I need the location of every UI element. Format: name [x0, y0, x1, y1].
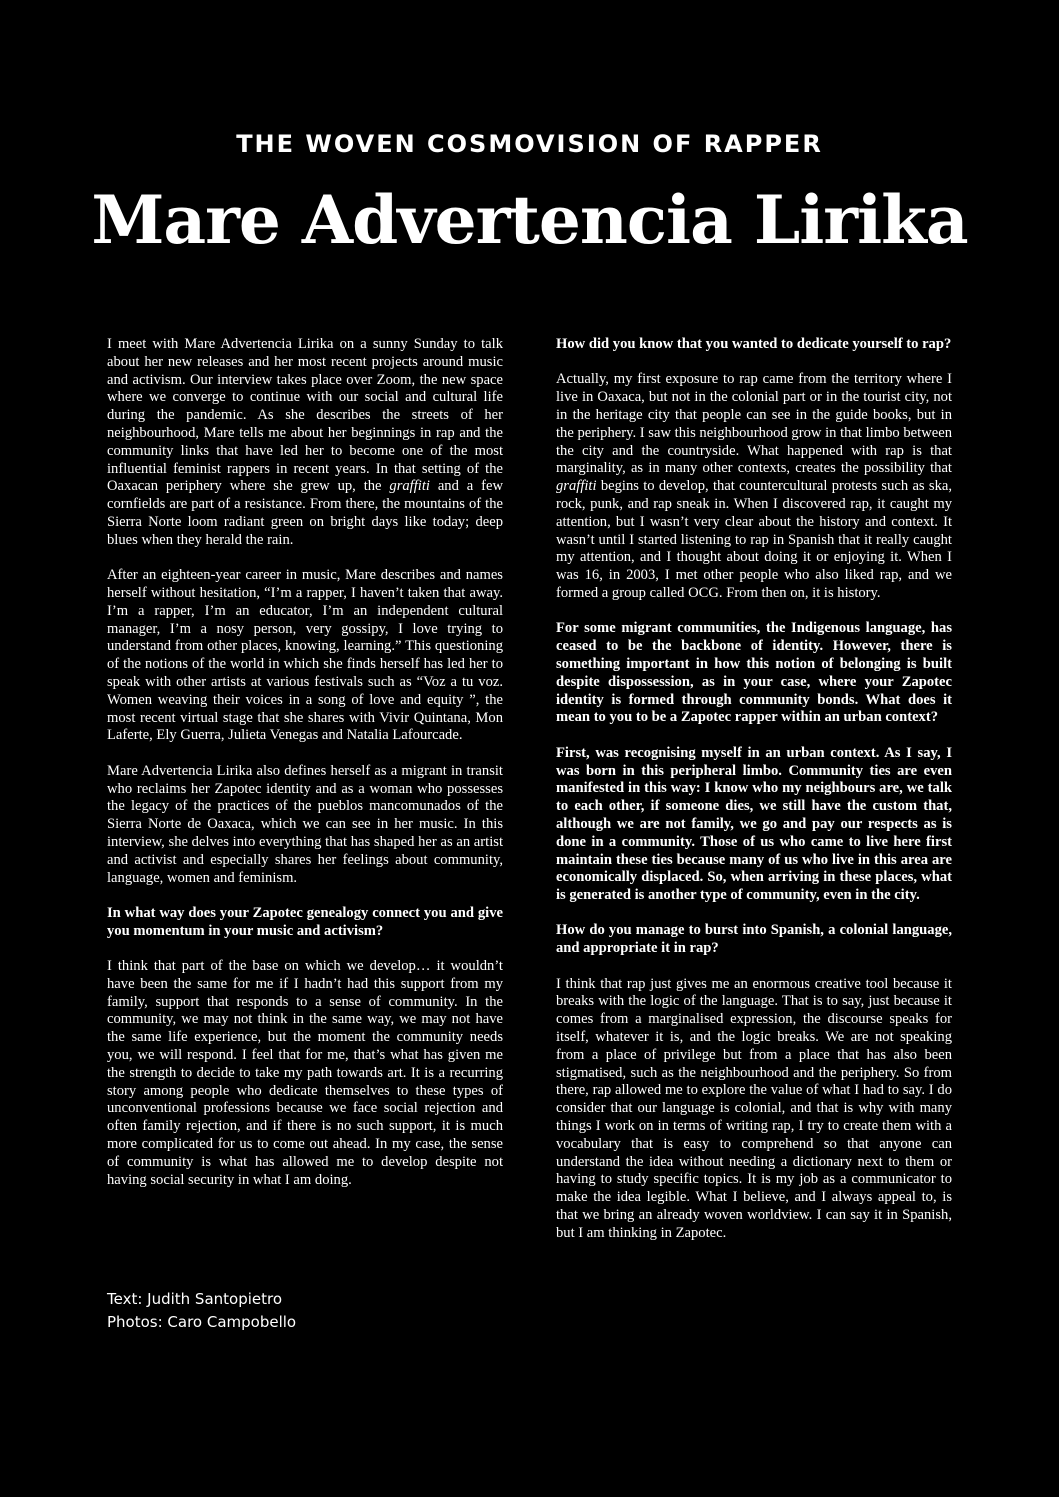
answer-zapotec-identity: First, was recognising myself in an urban context. As I say, I was born in this peripheral limbo. Community ties are even manifested in this way: I know who my neighbours are, we talk to each other, if someone dies, we still have the custom that, although we are not family, we go and pay our respects as is done in a community. Those of us who came to live here first maintain these ties because many of us who live in this area are economically displaced. So, when arriving in these places, what is generated is another type of community, even in the city. — [556, 744, 952, 904]
answer-spanish-language: I think that rap just gives me an enormous creative tool because it breaks with the logic of the language. That is to say, just because it comes from a marginalised expression, the discourse speaks for itself, whatever it is, and the logic breaks. We are not speaking from a place of privilege but from a place that has also been stigmatised, such as the neighbourhood and the periphery. So from there, rap allowed me to explore the value of what I had to say. I do consider that our language is colonial, and that is why with many things I work on in terms of writing rap, I try to create them with a vocabulary that is easy to comprehend so that anyone can understand the idea without needing a dictionary next to them or having to study specific topics. It is my job as a communicator to make the idea legible. What I believe, and I always appeal to, is that we bring an already woven worldview. I can say it in Spanish, but I am thinking in Zapotec. — [556, 975, 952, 1241]
left-column — [107, 336, 503, 1207]
question-spanish-language: How do you manage to burst into Spanish, a colonial language, and appropriate it in rap? — [556, 922, 952, 957]
answer-genealogy: I think that part of the base on which we develop… it wouldn’t have been the same for me if I hadn’t had this support from my family, support that responds to a sense of community. In the community, we may not think in the same way, we may not have the same life experience, but the moment the community needs you, we will respond. I feel that for me, that’s what has given me the strength to decide to take my path towards art. It is a recurring story among people who dedicate themselves to these types of unconventional professions because we face social rejection and often family rejection, and if there is no such support, it is much more complicated for us to come out ahead. In my case, the sense of community is what has allowed me to develop despite not having social security in what I am doing. — [107, 958, 503, 1188]
article-title: Mare Advertencia Lirika — [91, 181, 968, 259]
identity-paragraph: Mare Advertencia Lirika also defines herself as a migrant in transit who reclaims her Zapotec identity and as a woman who possesses the legacy of the practices of the pueblos mancomunados of the Sierra Norte de Oaxaca, which we can see in her music. In this interview, she delves into everything that has shaped her as an artist and activist and especially shares her feelings about community, language, women and feminism. — [107, 762, 503, 886]
career-paragraph: After an eighteen-year career in music, Mare describes and names herself without hesitation, “I’m a rapper, I haven’t taken that away. I’m a rapper, I’m an educator, I’m an independent cultural manager, I’m a nosy person, very gossipy, I love trying to understand from other places, knowing, learning.” This questioning of the notions of the world in which she finds herself has led her to speak with other artists at various festivals such as “Voz a tu voz. Women weaving their voices in a song of love and equity ”, the most recent virtual stage that she shares with Vivir Quintana, Mon Laferte, Ely Guerra, Julieta Venegas and Natalia Lafourcade. — [107, 567, 503, 744]
intro-text-part2: and a few cornfields are part of a resistance. From there, the mountains of the Sierra Norte loom radiant green on bright days like today; deep blues when they herald the rain. — [107, 478, 503, 548]
credits — [107, 1288, 296, 1334]
answer-rap-dedication — [556, 371, 952, 602]
answer-rap-part1: Actually, my first exposure to rap came from the territory where I live in Oaxaca, but not in the colonial part or in the tourist city, not in the heritage city that people can see in the guide books, but in the periphery. I saw this neighbourhood grow in that limbo between the city and the countryside. What happened with rap is that marginality, as in many other contexts, creates the possibility that — [556, 371, 952, 477]
question-rap-dedication: How did you know that you wanted to dedicate yourself to rap? — [556, 336, 952, 352]
article-kicker: THE WOVEN COSMOVISION OF RAPPER — [236, 130, 823, 158]
question-genealogy: In what way does your Zapotec genealogy connect you and give you momentum in your music and activism? — [107, 904, 503, 939]
credit-photos: Photos: Caro Campobello — [107, 1313, 297, 1331]
intro-paragraph — [107, 336, 503, 550]
intro-text-part1: I meet with Mare Advertencia Lirika on a sunny Sunday to talk about her new releases and her most recent projects around music and activism. Our interview takes place over Zoom, the new space where we converge to continue with our social and cultural life during the pandemic. As she describes the streets of her neighbourhood, Mare tells me about her beginnings in rap and the community links that have led her to become one of the most influential feminist rappers in recent years. In that setting of the Oaxacan periphery where she grew up, the — [107, 336, 503, 495]
answer-rap-part2: begins to develop, that countercultural protests such as ska, rock, punk, and rap sneak in. When I discovered rap, it caught my attention, but I wasn’t very clear about the history and context. It wasn’t until I started listening to rap in Spanish that it really caught my attention, and I thought about doing it or enjoying it. When I was 16, in 2003, I met other people who also liked rap, and we formed a group called OCG. From then on, it is history. — [556, 478, 952, 601]
right-column — [556, 336, 952, 1260]
question-zapotec-identity: For some migrant communities, the Indigenous language, has ceased to be the backbone of identity. However, there is something important in how this notion of belonging is built despite dispossession, as in your case, where your Zapotec identity is formed through community bonds. What does it mean to you to be a Zapotec rapper within an urban context? — [556, 620, 952, 726]
credit-text-author: Text: Judith Santopietro — [107, 1290, 283, 1308]
answer-graffiti-word: graffiti — [556, 478, 597, 495]
intro-graffiti-word: graffiti — [389, 478, 430, 495]
